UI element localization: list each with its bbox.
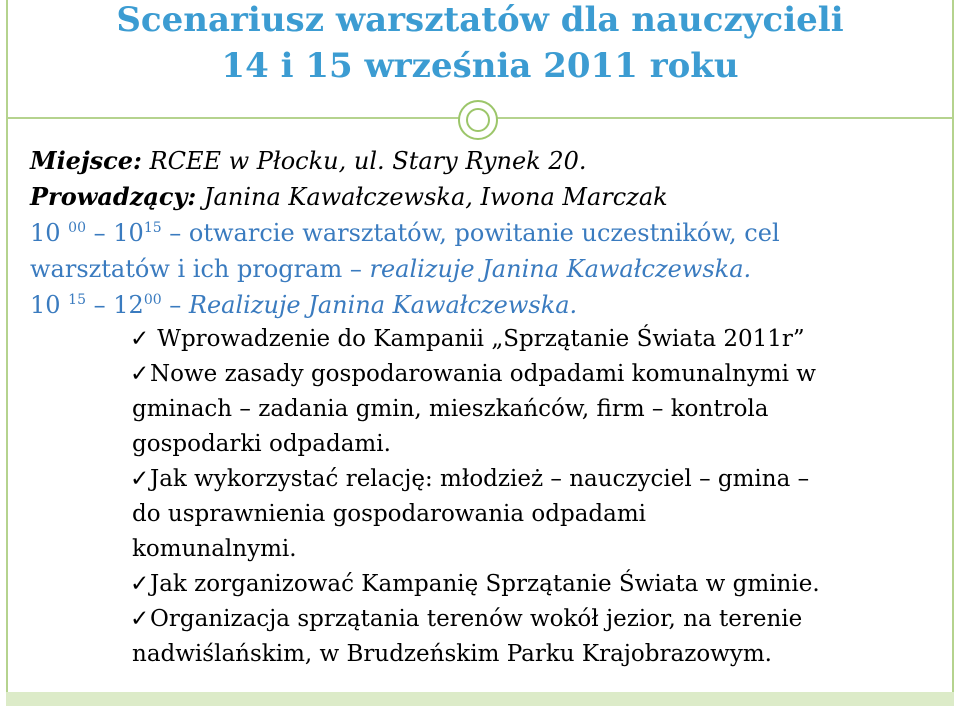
place-line — [30, 143, 950, 179]
decorative-ring-icon — [458, 100, 498, 140]
bottom-band — [6, 692, 954, 706]
topic-item-text: gospodarki odpadami. — [132, 431, 391, 457]
leaders-value: Janina Kawałczewska, Iwona Marczak — [196, 183, 668, 211]
topic-item-text: do usprawnienia gospodarowania odpadami — [132, 501, 647, 527]
session-2-start-hour: 10 — [30, 291, 69, 319]
session-2-dash-2: – — [161, 291, 189, 319]
session-1-dash-2: – — [161, 219, 189, 247]
topic-item-text: Wprowadzenie do Kampanii „Sprzątanie Świata 2011r” — [150, 326, 805, 352]
topic-item-3-line-1 — [130, 462, 950, 497]
session-1-desc-2: warsztatów i ich program – — [30, 255, 370, 283]
topic-item-5-line-1 — [130, 602, 950, 637]
checkmark-icon: ✓ — [130, 606, 150, 632]
checkmark-icon: ✓ — [130, 571, 150, 597]
topic-item-text: nadwiślańskim, w Brudzeńskim Parku Krajobrazowym. — [132, 641, 772, 667]
topic-item-4-line-1 — [130, 567, 950, 602]
session-1-end-min: 15 — [143, 220, 162, 236]
slide-title — [100, 0, 860, 86]
topic-item-1-line-1 — [130, 322, 950, 357]
session-1-end-hour: 10 — [113, 219, 144, 247]
session-1-start-min: 00 — [68, 220, 86, 236]
topic-item-3-line-2 — [130, 497, 950, 532]
topic-item-2-line-3 — [130, 427, 950, 462]
checkmark-icon: ✓ — [130, 466, 150, 492]
topic-item-5-line-2 — [130, 637, 950, 672]
session-1-start-hour: 10 — [30, 219, 69, 247]
topic-item-text: Jak zorganizować Kampanię Sprzątanie Świata w gminie. — [150, 571, 820, 597]
topic-item-2-line-2 — [130, 392, 950, 427]
session-2-line — [30, 287, 950, 323]
topic-item-text: Jak wykorzystać relację: młodzież – nauczyciel – gmina – — [150, 466, 810, 492]
session-1-desc-1: otwarcie warsztatów, powitanie uczestników, cel — [188, 219, 780, 247]
session-1-desc-italic: realizuje Janina Kawałczewska. — [369, 255, 752, 283]
place-label: Miejsce: — [30, 146, 142, 175]
checkmark-icon: ✓ — [130, 326, 150, 352]
session-2-desc-italic: Realizuje Janina Kawałczewska. — [188, 291, 578, 319]
leaders-label: Prowadzący: — [30, 182, 197, 211]
topic-list — [130, 322, 950, 672]
session-2-end-min: 00 — [143, 292, 162, 308]
title-line-2: 14 i 15 września 2011 roku — [221, 46, 739, 86]
topic-item-text: komunalnymi. — [132, 536, 297, 562]
session-1-line-2 — [30, 251, 950, 287]
topic-item-text: Organizacja sprzątania terenów wokół jezior, na terenie — [150, 606, 803, 632]
checkmark-icon: ✓ — [130, 361, 150, 387]
slide-body — [30, 143, 950, 323]
session-2-end-hour: 12 — [113, 291, 144, 319]
session-2-start-min: 15 — [68, 292, 86, 308]
session-1-dash-1: – — [86, 219, 114, 247]
place-value: RCEE w Płocku, ul. Stary Rynek 20. — [141, 147, 587, 175]
topic-item-text: Nowe zasady gospodarowania odpadami komunalnymi w — [150, 361, 816, 387]
leaders-line — [30, 179, 950, 215]
session-1-line-1 — [30, 215, 950, 251]
topic-item-text: gminach – zadania gmin, mieszkańców, firm – kontrola — [132, 396, 769, 422]
topic-item-3-line-3 — [130, 532, 950, 567]
title-line-1: Scenariusz warsztatów dla nauczycieli — [116, 0, 844, 40]
topic-item-2-line-1 — [130, 357, 950, 392]
session-2-dash-1: – — [86, 291, 114, 319]
